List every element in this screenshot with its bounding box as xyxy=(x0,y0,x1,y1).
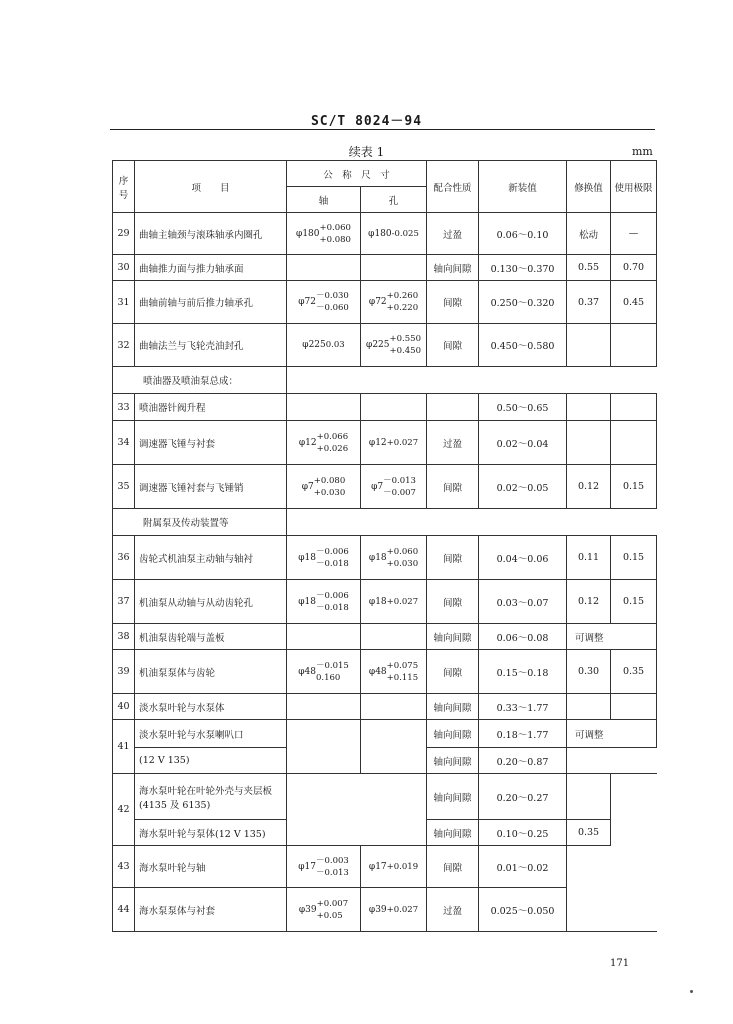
row-limit: 0.70 xyxy=(611,255,657,281)
shaft-lower: －0.018 xyxy=(315,558,349,569)
shaft-lower: +0.030 xyxy=(313,487,346,498)
section-row xyxy=(113,367,657,394)
row-replace: 可调整 xyxy=(567,720,657,748)
shaft-lower: －0.018 xyxy=(315,602,349,613)
row-new: 0.20～0.87 xyxy=(479,748,567,774)
row-new: 0.50～0.65 xyxy=(479,394,567,421)
row-item: 机油泵齿轮端与盖板 xyxy=(135,624,287,650)
hole-size xyxy=(361,694,427,720)
shaft-size xyxy=(287,846,361,888)
shaft-nominal: φ7 xyxy=(301,481,314,492)
hole-upper: +0.550 xyxy=(389,334,421,344)
row-item: 机油泵泵体与齿轮 xyxy=(135,650,287,694)
row-new: 0.02～0.04 xyxy=(479,421,567,465)
hole-upper: +0.060 xyxy=(386,546,419,557)
header-rule xyxy=(110,129,655,130)
row-replace xyxy=(567,324,611,367)
hole-size xyxy=(361,650,427,694)
hole-lower: +0.450 xyxy=(389,346,421,356)
row-replace xyxy=(567,421,611,465)
shaft-nominal: φ48 xyxy=(298,666,316,677)
table-row xyxy=(113,774,657,820)
row-limit: — xyxy=(611,213,657,255)
section-title: 附属泵及传动装置等 xyxy=(113,509,287,536)
row-no: 44 xyxy=(113,888,135,932)
row-no: 35 xyxy=(113,465,135,509)
row-limit xyxy=(611,820,657,846)
hole-nominal: φ39 xyxy=(368,904,387,915)
row-no: 42 xyxy=(113,774,135,846)
row-item: 调速器飞锤衬套与飞锤销 xyxy=(135,465,287,509)
col-header-item: 项 目 xyxy=(135,161,287,213)
row-new: 0.06～0.08 xyxy=(479,624,567,650)
hole-nominal: φ7 xyxy=(371,481,384,492)
table-row xyxy=(113,324,657,367)
col-header-new: 新装值 xyxy=(479,161,567,213)
row-no: 40 xyxy=(113,694,135,720)
table-row xyxy=(113,394,657,421)
row-new: 0.33～1.77 xyxy=(479,694,567,720)
row-item: 海水泵叶轮在叶轮外壳与夹层板(4135 及 6135) xyxy=(135,774,287,820)
shaft-size xyxy=(287,888,361,932)
row-limit: 0.15 xyxy=(611,536,657,580)
row-replace: 0.55 xyxy=(567,255,611,281)
row-fit: 间隙 xyxy=(427,846,479,888)
row-no: 37 xyxy=(113,580,135,624)
shaft-nominal: φ72 xyxy=(298,297,316,307)
shaft-size xyxy=(287,394,361,421)
row-no: 32 xyxy=(113,324,135,367)
row-new: 0.15～0.18 xyxy=(479,650,567,694)
row-fit: 间隙 xyxy=(427,281,479,324)
row-fit: 过盈 xyxy=(427,421,479,465)
standard-code: SC/T 8024－94 xyxy=(310,114,423,129)
col-header-shaft: 轴 xyxy=(287,187,361,213)
shaft-lower: +0.080 xyxy=(319,234,351,245)
hole-lower: +0.030 xyxy=(386,558,419,569)
page-number: 171 xyxy=(610,958,630,969)
table-row xyxy=(113,624,657,650)
table-row xyxy=(113,888,657,932)
row-replace: 松动 xyxy=(567,213,611,255)
shaft-size xyxy=(287,281,361,324)
row-replace xyxy=(567,748,657,774)
row-limit xyxy=(611,394,657,421)
row-fit: 间隙 xyxy=(427,324,479,367)
shaft-lower: －0.060 xyxy=(315,303,349,313)
shaft-upper: +0.060 xyxy=(319,222,351,233)
row-item: 曲轴主轴颈与滚珠轴承内圈孔 xyxy=(135,213,287,255)
shaft-size xyxy=(287,536,361,580)
shaft-nominal: φ39 xyxy=(298,904,317,915)
shaft-size xyxy=(287,213,361,255)
row-new: 0.04～0.06 xyxy=(479,536,567,580)
row-fit: 过盈 xyxy=(427,213,479,255)
col-header-nominal: 公 称 尺 寸 xyxy=(287,161,427,187)
shaft-nominal: φ225 xyxy=(302,340,326,350)
shaft-nominal: φ180 xyxy=(296,228,320,239)
hole-upper: +0.027 xyxy=(386,596,419,607)
hole-upper: +0.027 xyxy=(386,437,419,448)
table-row xyxy=(113,536,657,580)
shaft-nominal: φ17 xyxy=(298,861,316,872)
hole-upper: +0.027 xyxy=(386,904,419,915)
row-item: 调速器飞锤与衬套 xyxy=(135,421,287,465)
hole-nominal: φ17 xyxy=(368,861,387,872)
shaft-upper: －0.006 xyxy=(315,546,349,557)
shaft-size xyxy=(287,324,361,367)
shaft-size xyxy=(287,720,361,774)
hole-size xyxy=(361,536,427,580)
scan-dot xyxy=(690,990,693,993)
row-fit: 轴向间隙 xyxy=(427,624,479,650)
shaft-lower: －0.013 xyxy=(315,867,349,878)
hole-nominal: φ180 xyxy=(368,228,392,239)
row-new: 0.20～0.27 xyxy=(479,774,567,820)
row-replace: 0.12 xyxy=(567,465,611,509)
row-replace xyxy=(567,846,611,888)
shaft-upper: +0.007 xyxy=(316,898,349,909)
row-replace: 0.30 xyxy=(567,650,611,694)
row-replace: 可调整 xyxy=(567,624,657,650)
row-new: 0.18～1.77 xyxy=(479,720,567,748)
shaft-size xyxy=(287,624,361,650)
row-item: 淡水泵叶轮与水泵喇叭口 xyxy=(135,720,287,748)
row-item: 机油泵从动轴与从动齿轮孔 xyxy=(135,580,287,624)
row-limit xyxy=(611,888,657,932)
row-no: 33 xyxy=(113,394,135,421)
hole-size xyxy=(361,421,427,465)
table-row xyxy=(113,281,657,324)
row-no: 29 xyxy=(113,213,135,255)
hole-nominal: φ18 xyxy=(368,596,387,607)
unit-label: mm xyxy=(632,145,653,158)
shaft-size xyxy=(287,650,361,694)
row-limit xyxy=(611,421,657,465)
shaft-lower: 0.160 xyxy=(315,672,341,683)
section-blank xyxy=(287,509,657,536)
col-header-hole: 孔 xyxy=(361,187,427,213)
table-row xyxy=(113,650,657,694)
row-item: 海水泵泵体与衬套 xyxy=(135,888,287,932)
row-replace xyxy=(567,694,611,720)
hole-size xyxy=(361,888,427,932)
row-replace: 0.12 xyxy=(567,580,611,624)
shaft-lower: +0.026 xyxy=(316,443,349,454)
hole-nominal: φ225 xyxy=(366,340,390,350)
section-title: 喷油器及喷油泵总成： xyxy=(113,367,287,394)
row-fit: 间隙 xyxy=(427,580,479,624)
row-fit: 间隙 xyxy=(427,536,479,580)
row-item: 齿轮式机油泵主动轴与轴衬 xyxy=(135,536,287,580)
row-replace: 0.37 xyxy=(567,281,611,324)
col-header-replace: 修换值 xyxy=(567,161,611,213)
row-item: 淡水泵叶轮与水泵体 xyxy=(135,694,287,720)
row-new: 0.130～0.370 xyxy=(479,255,567,281)
row-item: 曲轴推力面与推力轴承面 xyxy=(135,255,287,281)
section-blank xyxy=(287,367,657,394)
row-limit: 0.45 xyxy=(611,281,657,324)
table-row xyxy=(113,720,657,748)
row-no: 31 xyxy=(113,281,135,324)
row-replace xyxy=(567,888,611,932)
row-new: 0.03～0.07 xyxy=(479,580,567,624)
row-no: 39 xyxy=(113,650,135,694)
hole-upper: +0.075 xyxy=(386,660,419,671)
hole-nominal: φ72 xyxy=(368,297,387,307)
shaft-nominal: φ18 xyxy=(298,596,316,607)
shaft-nominal: φ12 xyxy=(298,437,317,448)
row-item: 曲轴法兰与飞轮壳油封孔 xyxy=(135,324,287,367)
hole-size xyxy=(361,720,427,774)
row-new: 0.02～0.05 xyxy=(479,465,567,509)
row-no: 41 xyxy=(113,720,135,774)
shaft-upper: +0.066 xyxy=(316,431,349,442)
shaft-upper: －0.015 xyxy=(315,660,349,671)
hole-nominal: φ12 xyxy=(368,437,387,448)
row-new: 0.10～0.25 xyxy=(479,820,567,846)
row-limit xyxy=(611,846,657,888)
row-limit xyxy=(611,324,657,367)
hole-lower: －0.007 xyxy=(383,487,416,498)
row-new: 0.06～0.10 xyxy=(479,213,567,255)
row-fit: 间隙 xyxy=(427,650,479,694)
hole-upper: +0.260 xyxy=(386,291,419,301)
shaft-size xyxy=(287,465,361,509)
hole-upper: +0.019 xyxy=(386,861,419,872)
row-fit: 轴向间隙 xyxy=(427,748,479,774)
hole-size xyxy=(361,281,427,324)
row-new: 0.250～0.320 xyxy=(479,281,567,324)
row-fit: 轴向间隙 xyxy=(427,255,479,281)
row-fit: 过盈 xyxy=(427,888,479,932)
shaft-lower: 0.03 xyxy=(325,340,345,350)
shaft-upper: －0.006 xyxy=(315,590,349,601)
hole-size xyxy=(361,255,427,281)
col-header-fit: 配合性质 xyxy=(427,161,479,213)
hole-lower: +0.220 xyxy=(386,303,419,313)
row-limit: 0.15 xyxy=(611,580,657,624)
row-fit: 轴向间隙 xyxy=(427,820,479,846)
table-row xyxy=(113,846,657,888)
row-no: 38 xyxy=(113,624,135,650)
shaft-upper: +0.080 xyxy=(313,475,346,486)
table-caption: 续表 1 xyxy=(348,145,385,159)
row-fit: 轴向间隙 xyxy=(427,774,479,820)
row-no: 34 xyxy=(113,421,135,465)
col-header-no: 序号 xyxy=(113,161,135,213)
row-replace xyxy=(567,394,611,421)
row-limit xyxy=(611,774,657,820)
hole-nominal: φ18 xyxy=(368,552,387,563)
hole-size xyxy=(361,580,427,624)
row-item: 喷油器针阀升程 xyxy=(135,394,287,421)
row-item: 海水泵叶轮与轴 xyxy=(135,846,287,888)
row-replace xyxy=(567,774,611,820)
row-item: (12 V 135) xyxy=(135,748,287,774)
row-new: 0.01～0.02 xyxy=(479,846,567,888)
hole-upper: -0.025 xyxy=(391,228,419,239)
row-replace: 0.35 xyxy=(567,820,611,846)
row-limit: 0.15 xyxy=(611,465,657,509)
shaft-upper: －0.003 xyxy=(315,855,349,866)
row-fit xyxy=(427,394,479,421)
hole-upper: －0.013 xyxy=(383,475,416,486)
hole-size xyxy=(361,465,427,509)
row-fit: 间隙 xyxy=(427,465,479,509)
hole-size xyxy=(361,213,427,255)
row-no: 43 xyxy=(113,846,135,888)
table-row xyxy=(113,580,657,624)
hole-nominal: φ48 xyxy=(368,666,387,677)
col-header-limit: 使用极限 xyxy=(611,161,657,213)
row-item: 海水泵叶轮与泵体(12 V 135) xyxy=(135,820,287,846)
hole-lower: +0.115 xyxy=(386,672,419,683)
hole-size xyxy=(361,394,427,421)
shaft-size xyxy=(287,580,361,624)
row-new: 0.025～0.050 xyxy=(479,888,567,932)
shaft-size xyxy=(287,694,361,720)
shaft-size xyxy=(287,421,361,465)
hole-size xyxy=(361,624,427,650)
row-replace: 0.11 xyxy=(567,536,611,580)
shaft-nominal: φ18 xyxy=(298,552,316,563)
table-row xyxy=(113,421,657,465)
row-item: 曲轴前轴与前后推力轴承孔 xyxy=(135,281,287,324)
size-blank xyxy=(287,774,427,846)
row-limit: 0.35 xyxy=(611,650,657,694)
tolerance-table xyxy=(112,160,657,932)
row-limit xyxy=(611,694,657,720)
row-new: 0.450～0.580 xyxy=(479,324,567,367)
section-row xyxy=(113,509,657,536)
table-row xyxy=(113,255,657,281)
table-row xyxy=(113,465,657,509)
row-fit: 轴向间隙 xyxy=(427,694,479,720)
table-row xyxy=(113,213,657,255)
hole-size xyxy=(361,324,427,367)
hole-size xyxy=(361,846,427,888)
shaft-lower: +0.05 xyxy=(316,910,343,921)
table-row xyxy=(113,694,657,720)
shaft-size xyxy=(287,255,361,281)
row-no: 30 xyxy=(113,255,135,281)
row-no: 36 xyxy=(113,536,135,580)
row-fit: 轴向间隙 xyxy=(427,720,479,748)
shaft-upper: －0.030 xyxy=(315,291,349,301)
